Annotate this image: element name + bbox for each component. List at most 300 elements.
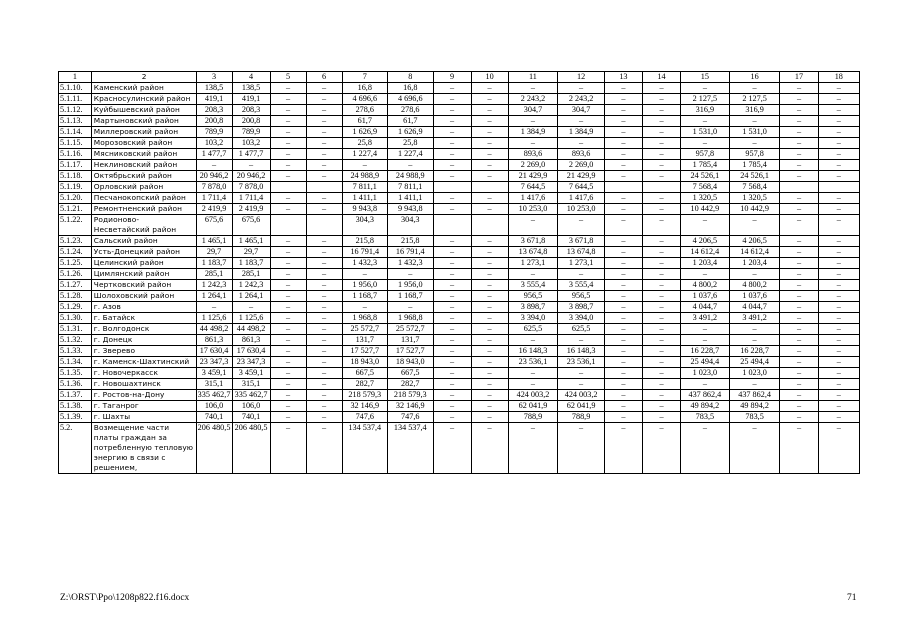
value-cell: –: [433, 83, 471, 94]
value-cell: 4 696,6: [388, 94, 433, 105]
value-cell: –: [471, 302, 508, 313]
value-cell: 1 264,1: [196, 291, 232, 302]
value-cell: 304,3: [388, 215, 433, 236]
value-cell: –: [818, 83, 859, 94]
value-cell: –: [780, 346, 818, 357]
value-cell: –: [471, 357, 508, 368]
table-row: [59, 247, 860, 258]
value-cell: –: [471, 94, 508, 105]
value-cell: –: [604, 302, 642, 313]
value-cell: 2 419,9: [232, 204, 270, 215]
value-cell: 16,8: [388, 83, 433, 94]
value-cell: –: [681, 269, 730, 280]
value-cell: –: [433, 204, 471, 215]
value-cell: –: [306, 171, 342, 182]
row-number-cell: 5.1.26.: [59, 269, 92, 280]
value-cell: –: [471, 116, 508, 127]
table-row: [59, 127, 860, 138]
value-cell: –: [780, 280, 818, 291]
value-cell: 16 228,7: [729, 346, 780, 357]
value-cell: –: [604, 116, 642, 127]
value-cell: –: [433, 379, 471, 390]
value-cell: –: [642, 280, 680, 291]
value-cell: –: [433, 280, 471, 291]
value-cell: –: [642, 247, 680, 258]
value-cell: 62 041,9: [558, 401, 605, 412]
value-cell: –: [642, 127, 680, 138]
value-cell: –: [471, 149, 508, 160]
value-cell: –: [433, 247, 471, 258]
value-cell: –: [508, 215, 558, 236]
value-cell: –: [306, 313, 342, 324]
value-cell: –: [642, 258, 680, 269]
value-cell: 1 037,6: [681, 291, 730, 302]
column-number-header: 8: [388, 72, 433, 83]
row-name-cell: Морозовский район: [91, 138, 196, 149]
row-number-cell: 5.1.19.: [59, 182, 92, 193]
value-cell: 285,1: [232, 269, 270, 280]
value-cell: 208,3: [232, 105, 270, 116]
value-cell: 218 579,3: [342, 390, 387, 401]
value-cell: –: [604, 149, 642, 160]
value-cell: –: [604, 94, 642, 105]
value-cell: –: [306, 412, 342, 423]
value-cell: 24 526,1: [729, 171, 780, 182]
value-cell: –: [471, 412, 508, 423]
value-cell: 789,9: [196, 127, 232, 138]
value-cell: 335 462,7: [197, 390, 231, 399]
value-cell: –: [508, 269, 558, 280]
value-cell: 285,1: [196, 269, 232, 280]
value-cell: –: [642, 346, 680, 357]
table-row: [59, 346, 860, 357]
value-cell: 4 696,6: [342, 94, 387, 105]
value-cell: –: [818, 160, 859, 171]
value-cell: –: [604, 335, 642, 346]
value-cell: –: [508, 379, 558, 390]
value-cell: –: [306, 127, 342, 138]
value-cell: –: [780, 116, 818, 127]
value-cell: 17 630,4: [196, 346, 232, 357]
value-cell: –: [342, 160, 387, 171]
value-cell: –: [642, 215, 680, 236]
value-cell: –: [818, 105, 859, 116]
value-cell: 138,5: [232, 83, 270, 94]
value-cell: –: [433, 357, 471, 368]
value-cell: 304,7: [508, 105, 558, 116]
value-cell: –: [433, 160, 471, 171]
value-cell: 1 242,3: [196, 280, 232, 291]
value-cell: –: [780, 379, 818, 390]
value-cell: –: [508, 138, 558, 149]
column-number-header: 11: [508, 72, 558, 83]
value-cell: [818, 182, 859, 193]
value-cell: 1 384,9: [508, 127, 558, 138]
value-cell: 1 956,0: [388, 280, 433, 291]
value-cell: 1 023,0: [729, 368, 780, 379]
value-cell: –: [642, 171, 680, 182]
row-name-cell: г. Зверево: [91, 346, 196, 357]
value-cell: –: [642, 105, 680, 116]
value-cell: 788,9: [558, 412, 605, 423]
value-cell: –: [604, 324, 642, 335]
value-cell: –: [270, 193, 306, 204]
row-name-cell: Усть-Донецкий район: [91, 247, 196, 258]
value-cell: 1 168,7: [342, 291, 387, 302]
value-cell: –: [729, 324, 780, 335]
value-cell: [433, 215, 471, 236]
value-cell: 1 320,5: [681, 193, 730, 204]
value-cell: –: [433, 258, 471, 269]
budget-table: [58, 71, 860, 474]
value-cell: 23 536,1: [558, 357, 605, 368]
value-cell: –: [388, 269, 433, 280]
value-cell: –: [642, 423, 680, 474]
row-name-cell: Миллеровский район: [91, 127, 196, 138]
row-number-cell: 5.1.14.: [59, 127, 92, 138]
value-cell: –: [780, 160, 818, 171]
value-cell: 131,7: [388, 335, 433, 346]
column-number-header: 18: [818, 72, 859, 83]
row-name-cell: Родионово-Несветайский район: [91, 215, 196, 236]
value-cell: 1 273,1: [558, 258, 605, 269]
value-cell: 1 785,4: [729, 160, 780, 171]
value-cell: –: [818, 94, 859, 105]
value-cell: 17 527,7: [342, 346, 387, 357]
value-cell: 282,7: [388, 379, 433, 390]
value-cell: –: [780, 357, 818, 368]
column-number-header: 1: [59, 72, 92, 83]
table-row: [59, 269, 860, 280]
value-cell: 957,8: [729, 149, 780, 160]
value-cell: –: [558, 368, 605, 379]
row-number-cell: 5.1.17.: [59, 160, 92, 171]
row-name-cell: г. Донецк: [91, 335, 196, 346]
value-cell: 16 148,3: [508, 346, 558, 357]
value-cell: –: [604, 357, 642, 368]
value-cell: –: [642, 401, 680, 412]
value-cell: –: [780, 390, 818, 401]
value-cell: –: [818, 138, 859, 149]
value-cell: 789,9: [232, 127, 270, 138]
row-number-cell: 5.1.30.: [59, 313, 92, 324]
value-cell: –: [780, 269, 818, 280]
row-name-cell: Шолоховский район: [91, 291, 196, 302]
value-cell: [780, 182, 818, 193]
value-cell: –: [818, 379, 859, 390]
column-number-header: 16: [729, 72, 780, 83]
value-cell: –: [306, 280, 342, 291]
value-cell: –: [433, 346, 471, 357]
value-cell: –: [818, 346, 859, 357]
value-cell: –: [270, 149, 306, 160]
value-cell: 103,2: [232, 138, 270, 149]
value-cell: 200,8: [232, 116, 270, 127]
value-cell: 10 253,0: [558, 204, 605, 215]
value-cell: –: [433, 94, 471, 105]
value-cell: –: [342, 269, 387, 280]
value-cell: –: [729, 335, 780, 346]
value-cell: –: [642, 193, 680, 204]
value-cell: 3 459,1: [232, 368, 270, 379]
value-cell: 1 465,1: [196, 236, 232, 247]
value-cell: –: [270, 127, 306, 138]
value-cell: 315,1: [232, 379, 270, 390]
value-cell: –: [342, 302, 387, 313]
row-name-cell: Мартыновский район: [91, 116, 196, 127]
row-name-cell: г. Ростов-на-Дону: [91, 390, 196, 401]
value-cell: –: [818, 313, 859, 324]
value-cell: –: [780, 94, 818, 105]
value-cell: 278,6: [388, 105, 433, 116]
value-cell: –: [780, 368, 818, 379]
value-cell: –: [270, 335, 306, 346]
value-cell: –: [433, 302, 471, 313]
value-cell: 783,5: [681, 412, 730, 423]
value-cell: 1 037,6: [729, 291, 780, 302]
value-cell: [270, 215, 306, 236]
value-cell: –: [270, 313, 306, 324]
footer-page-number: 71: [847, 593, 857, 603]
table-row: [59, 280, 860, 291]
value-cell: 667,5: [342, 368, 387, 379]
table-row: [59, 258, 860, 269]
row-name-cell: Песчанокопский район: [91, 193, 196, 204]
value-cell: –: [818, 171, 859, 182]
value-cell: –: [270, 423, 306, 474]
table-row: [59, 302, 860, 313]
value-cell: –: [642, 357, 680, 368]
value-cell: 1 242,3: [232, 280, 270, 291]
value-cell: –: [471, 368, 508, 379]
value-cell: –: [604, 390, 642, 401]
value-cell: –: [818, 291, 859, 302]
value-cell: –: [471, 379, 508, 390]
value-cell: 957,8: [681, 149, 730, 160]
value-cell: 675,6: [196, 215, 232, 236]
value-cell: –: [780, 302, 818, 313]
value-cell: –: [558, 269, 605, 280]
row-number-cell: 5.1.22.: [59, 215, 92, 236]
value-cell: –: [681, 423, 730, 474]
value-cell: –: [818, 236, 859, 247]
value-cell: –: [508, 423, 558, 474]
value-cell: 61,7: [388, 116, 433, 127]
value-cell: –: [306, 204, 342, 215]
table-row: [59, 83, 860, 94]
value-cell: 62 041,9: [508, 401, 558, 412]
value-cell: –: [433, 105, 471, 116]
value-cell: –: [270, 204, 306, 215]
value-cell: –: [471, 171, 508, 182]
value-cell: –: [642, 302, 680, 313]
row-number-cell: 5.1.16.: [59, 149, 92, 160]
value-cell: 16,8: [342, 83, 387, 94]
value-cell: –: [818, 116, 859, 127]
value-cell: –: [780, 171, 818, 182]
value-cell: 24 988,9: [388, 171, 433, 182]
row-name-cell: г. Таганрог: [91, 401, 196, 412]
value-cell: –: [471, 401, 508, 412]
value-cell: –: [558, 379, 605, 390]
value-cell: –: [818, 368, 859, 379]
value-cell: –: [270, 94, 306, 105]
table-row: [59, 324, 860, 335]
value-cell: –: [642, 116, 680, 127]
value-cell: –: [471, 138, 508, 149]
value-cell: –: [729, 83, 780, 94]
value-cell: –: [818, 127, 859, 138]
value-cell: –: [604, 193, 642, 204]
value-cell: 304,7: [558, 105, 605, 116]
value-cell: –: [306, 346, 342, 357]
value-cell: [306, 182, 342, 193]
value-cell: 282,7: [342, 379, 387, 390]
row-name-cell: Неклиновский район: [91, 160, 196, 171]
row-name-cell: г. Азов: [91, 302, 196, 313]
value-cell: –: [604, 127, 642, 138]
value-cell: 138,5: [196, 83, 232, 94]
row-name-cell: г. Шахты: [91, 412, 196, 423]
value-cell: –: [270, 390, 306, 401]
value-cell: 424 003,2: [558, 390, 605, 401]
value-cell: 7 811,1: [342, 182, 387, 193]
value-cell: 13 674,8: [558, 247, 605, 258]
value-cell: –: [780, 291, 818, 302]
value-cell: 25,8: [388, 138, 433, 149]
value-cell: 10 442,9: [729, 204, 780, 215]
value-cell: 14 612,4: [681, 247, 730, 258]
value-cell: 21 429,9: [508, 171, 558, 182]
value-cell: 25 572,7: [342, 324, 387, 335]
table-row: [59, 94, 860, 105]
value-cell: –: [818, 258, 859, 269]
value-cell: –: [818, 401, 859, 412]
value-cell: –: [471, 204, 508, 215]
value-cell: –: [818, 324, 859, 335]
value-cell: 2 269,0: [508, 160, 558, 171]
value-cell: –: [306, 379, 342, 390]
value-cell: –: [306, 193, 342, 204]
value-cell: –: [780, 412, 818, 423]
row-name-cell: Мясниковский район: [91, 149, 196, 160]
value-cell: 278,6: [342, 105, 387, 116]
row-number-cell: 5.1.39.: [59, 412, 92, 423]
row-number-cell: 5.1.36.: [59, 379, 92, 390]
row-name-cell: г. Батайск: [91, 313, 196, 324]
table-row: [59, 412, 860, 423]
value-cell: –: [604, 247, 642, 258]
value-cell: 206 480,5: [232, 423, 270, 474]
value-cell: 1 968,8: [342, 313, 387, 324]
column-number-header: 10: [471, 72, 508, 83]
value-cell: 1 711,4: [196, 193, 232, 204]
value-cell: 1 227,4: [388, 149, 433, 160]
value-cell: 1 411,1: [342, 193, 387, 204]
value-cell: 1 417,6: [558, 193, 605, 204]
value-cell: –: [433, 116, 471, 127]
value-cell: –: [729, 379, 780, 390]
value-cell: 316,9: [681, 105, 730, 116]
value-cell: –: [818, 215, 859, 236]
value-cell: –: [270, 357, 306, 368]
value-cell: –: [270, 324, 306, 335]
value-cell: –: [818, 302, 859, 313]
value-cell: [642, 182, 680, 193]
value-cell: –: [681, 379, 730, 390]
value-cell: –: [729, 215, 780, 236]
value-cell: 29,7: [232, 247, 270, 258]
value-cell: –: [604, 346, 642, 357]
value-cell: –: [270, 160, 306, 171]
value-cell: –: [270, 236, 306, 247]
row-number-cell: 5.1.35.: [59, 368, 92, 379]
value-cell: –: [471, 346, 508, 357]
value-cell: 13 674,8: [508, 247, 558, 258]
value-cell: –: [306, 94, 342, 105]
value-cell: 740,1: [232, 412, 270, 423]
value-cell: –: [780, 335, 818, 346]
value-cell: 16 148,3: [558, 346, 605, 357]
value-cell: –: [508, 83, 558, 94]
value-cell: 2 269,0: [558, 160, 605, 171]
value-cell: 1 023,0: [681, 368, 730, 379]
value-cell: –: [306, 401, 342, 412]
value-cell: –: [604, 291, 642, 302]
value-cell: 335 462,7: [232, 390, 270, 401]
value-cell: 1 168,7: [388, 291, 433, 302]
value-cell: –: [471, 83, 508, 94]
value-cell: –: [433, 324, 471, 335]
value-cell: –: [270, 412, 306, 423]
value-cell: –: [729, 423, 780, 474]
value-cell: –: [196, 302, 232, 313]
table-row: [59, 291, 860, 302]
value-cell: 134 537,4: [388, 423, 433, 474]
value-cell: 134 537,4: [342, 423, 387, 474]
value-cell: –: [604, 412, 642, 423]
value-cell: –: [433, 291, 471, 302]
value-cell: 1 183,7: [196, 258, 232, 269]
value-cell: 3 491,2: [681, 313, 730, 324]
value-cell: 7 568,4: [729, 182, 780, 193]
value-cell: 215,8: [388, 236, 433, 247]
value-cell: –: [780, 193, 818, 204]
value-cell: 893,6: [508, 149, 558, 160]
value-cell: 1 465,1: [232, 236, 270, 247]
value-cell: –: [471, 258, 508, 269]
value-cell: –: [818, 335, 859, 346]
value-cell: 1 477,7: [196, 149, 232, 160]
value-cell: –: [508, 335, 558, 346]
value-cell: –: [306, 335, 342, 346]
value-cell: –: [270, 269, 306, 280]
value-cell: 44 498,2: [196, 324, 232, 335]
value-cell: [306, 215, 342, 236]
value-cell: 4 800,2: [729, 280, 780, 291]
row-name-cell: г. Каменск-Шахтинский: [91, 357, 196, 368]
value-cell: –: [306, 390, 342, 401]
row-name-cell: Цимлянский район: [91, 269, 196, 280]
row-number-cell: 5.1.32.: [59, 335, 92, 346]
value-cell: 1 417,6: [508, 193, 558, 204]
value-cell: 788,9: [508, 412, 558, 423]
value-cell: 3 898,7: [558, 302, 605, 313]
value-cell: –: [604, 368, 642, 379]
value-cell: –: [471, 247, 508, 258]
value-cell: 861,3: [232, 335, 270, 346]
table-row: [59, 116, 860, 127]
